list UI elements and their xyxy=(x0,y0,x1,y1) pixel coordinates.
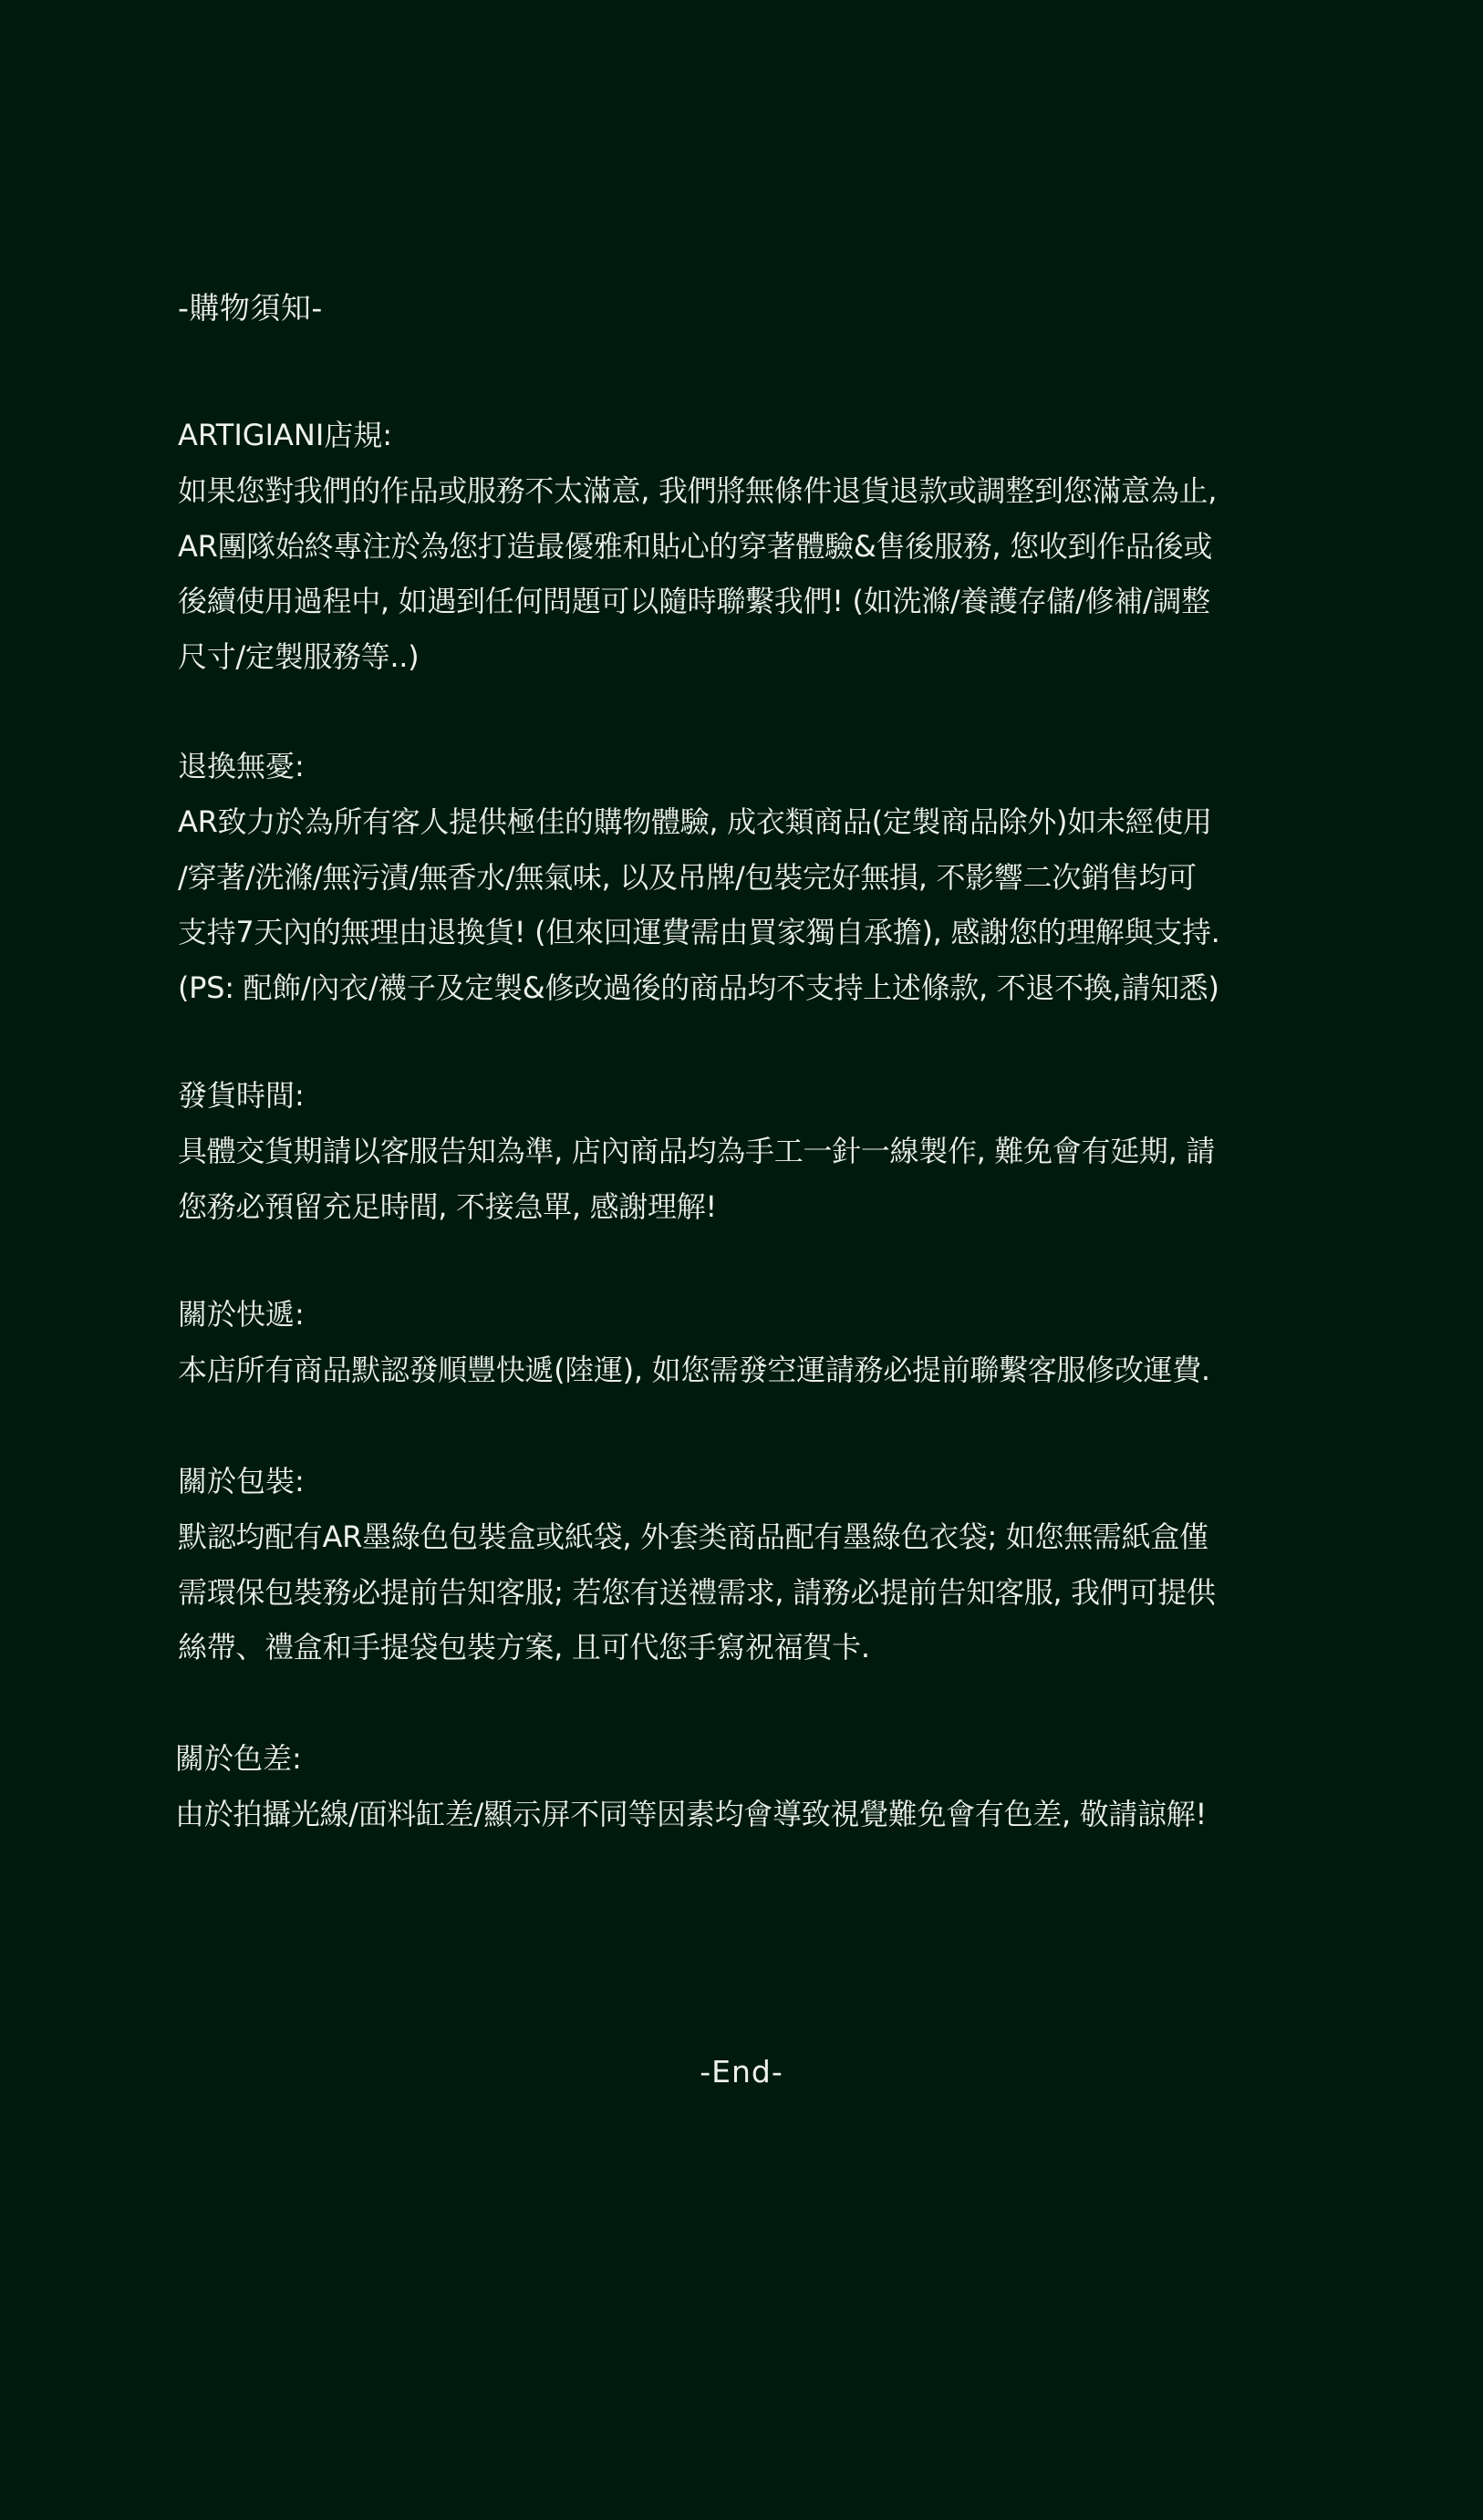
store-rules-section xyxy=(178,408,1313,685)
paragraph-line: AR致力於為所有客人提供極佳的購物體驗, 成衣類商品(定製商品除外)如未經使用 xyxy=(178,804,1212,839)
end-marker: -End- xyxy=(700,2054,783,2090)
paragraph-line: 您務必預留充足時間, 不接急單, 感謝理解! xyxy=(178,1188,717,1224)
paragraph-line: 支持7天內的無理由退換貨! (但來回運費需由買家獨自承擔), 感謝您的理解與支持. xyxy=(178,915,1220,950)
paragraph-line: 如果您對我們的作品或服務不太滿意, 我們將無條件退貨退款或調整到您滿意為止, xyxy=(178,472,1218,508)
paragraph-line: 絲帶、禮盒和手提袋包裝方案, 且可代您手寫祝福賀卡. xyxy=(178,1630,870,1665)
color-difference-section xyxy=(175,1731,1311,1842)
paragraph-line: AR團隊始終專注於為您打造最優雅和貼心的穿著體驗&售後服務, 您收到作品後或 xyxy=(178,528,1213,564)
section-heading: 發貨時間: xyxy=(178,1078,305,1113)
paragraph-line: (PS: 配飾/內衣/襪子及定製&修改過後的商品均不支持上述條款, 不退不換,請知悉) xyxy=(178,970,1219,1006)
courier-section xyxy=(178,1287,1313,1398)
page-title: -購物須知- xyxy=(178,290,323,326)
paragraph-line: 由於拍攝光線/面料缸差/顯示屏不同等因素均會導致視覺難免會有色差, 敬請諒解! xyxy=(175,1796,1208,1831)
paragraph-line: 尺寸/定製服務等..) xyxy=(178,639,420,675)
section-heading: ARTIGIANI店規: xyxy=(178,418,393,452)
paragraph-line: 具體交貨期請以客服告知為準, 店內商品均為手工一針一線製作, 難免會有延期, 請 xyxy=(178,1133,1216,1168)
section-heading: 退換無憂: xyxy=(178,749,305,783)
section-heading: 關於包裝: xyxy=(178,1464,305,1499)
shipping-time-section xyxy=(178,1068,1313,1234)
returns-section xyxy=(178,739,1313,1016)
paragraph-line: 本店所有商品默認發順豐快遞(陸運), 如您需發空運請務必提前聯繫客服修改運費. xyxy=(178,1352,1210,1387)
section-heading: 關於色差: xyxy=(175,1741,302,1776)
paragraph-line: 需環保包裝務必提前告知客服; 若您有送禮需求, 請務必提前告知客服, 我們可提供 xyxy=(178,1574,1216,1610)
paragraph-line: 後續使用過程中, 如遇到任何問題可以隨時聯繫我們! (如洗滌/養護存儲/修補/調整 xyxy=(178,584,1210,619)
paragraph-line: 默認均配有AR墨綠色包裝盒或紙袋, 外套类商品配有墨綠色衣袋; 如您無需紙盒僅 xyxy=(178,1519,1208,1554)
paragraph-line: /穿著/洗滌/無污漬/無香水/無氣味, 以及吊牌/包裝完好無損, 不影響二次銷售均可 xyxy=(178,859,1197,895)
section-heading: 關於快遞: xyxy=(178,1297,305,1332)
packaging-section xyxy=(178,1454,1313,1675)
